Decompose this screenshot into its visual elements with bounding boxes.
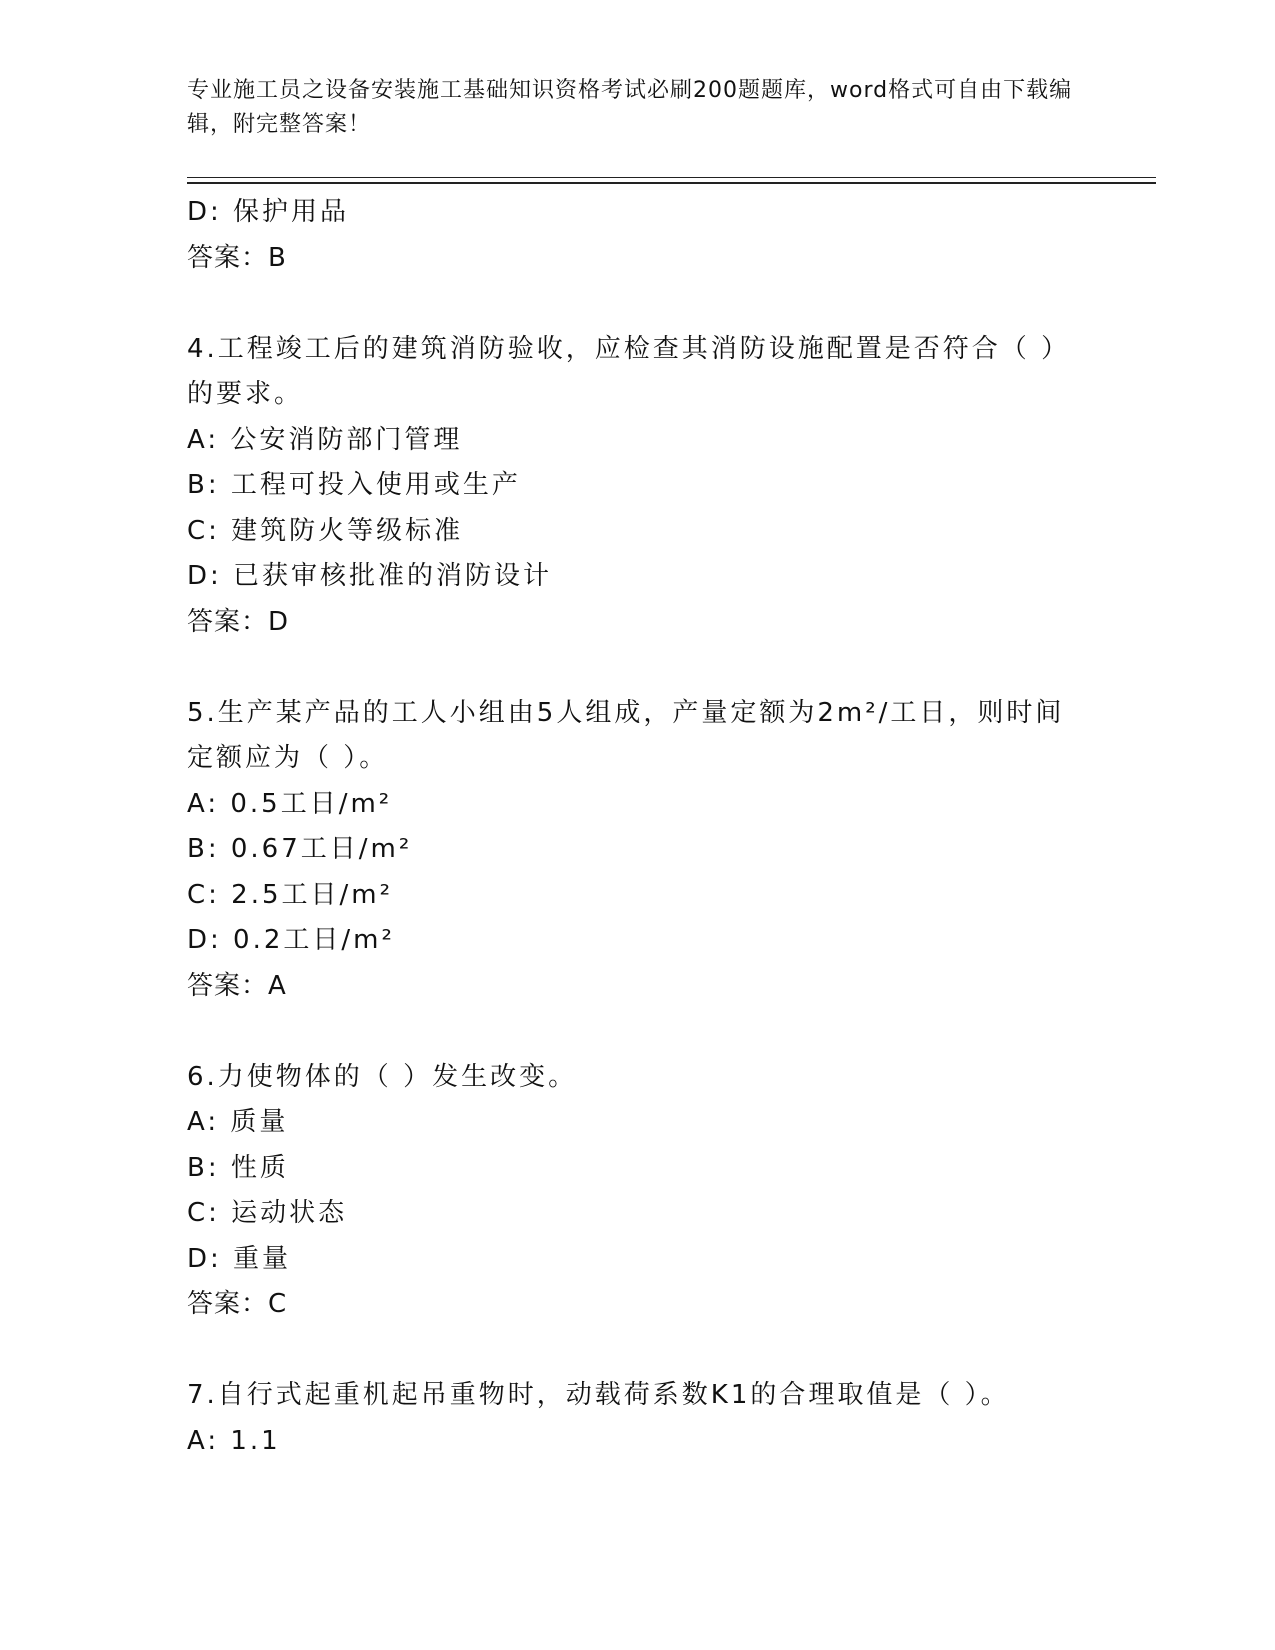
document-header: 专业施工员之设备安装施工基础知识资格考试必刷200题题库，word格式可自由下载编辑，附完整答案！ (187, 78, 1073, 137)
question-5-option-d: D: 0.2工日/m² (187, 925, 395, 955)
question-3-option-d: D: 保护用品 (187, 197, 350, 227)
question-6-option-b: B: 性质 (187, 1152, 289, 1183)
question-4-answer: 答案：D (187, 606, 290, 637)
question-5-stem: 5.生产某产品的工人小组由5人组成，产量定额为2m²/工日，则时间定额应为（ ）。 (187, 697, 1065, 773)
question-5-option-a: A: 0.5工日/m² (187, 788, 393, 819)
spacer (187, 281, 1087, 327)
question-5 (187, 691, 1087, 1010)
question-6 (187, 1055, 1087, 1328)
spacer (187, 1009, 1087, 1055)
question-4 (187, 327, 1087, 646)
question-5-option-c: C: 2.5工日/m² (187, 879, 394, 910)
question-6-option-c: C: 运动状态 (187, 1198, 348, 1228)
question-4-option-a: A: 公安消防部门管理 (187, 424, 463, 455)
question-7-stem: 7.自行式起重机起吊重物时，动载荷系数K1的合理取值是（ ）。 (187, 1380, 1010, 1410)
header-rule-thin (187, 177, 1156, 178)
question-4-option-c: C: 建筑防火等级标准 (187, 515, 464, 546)
question-4-option-b: B: 工程可投入使用或生产 (187, 470, 521, 500)
question-5-option-b: B: 0.67工日/m² (187, 834, 413, 864)
question-5-answer: 答案：A (187, 970, 287, 1001)
question-4-option-d: D: 已获审核批准的消防设计 (187, 561, 553, 591)
spacer (187, 1328, 1087, 1374)
question-4-stem: 4.工程竣工后的建筑消防验收，应检查其消防设施配置是否符合（ ）的要求。 (187, 333, 1071, 409)
question-7 (187, 1373, 1087, 1464)
spacer (187, 645, 1087, 691)
question-6-option-a: A: 质量 (187, 1107, 289, 1137)
question-3-answer: 答案：B (187, 242, 287, 273)
question-6-answer: 答案：C (187, 1289, 288, 1319)
question-6-option-d: D: 重量 (187, 1243, 292, 1274)
question-7-option-a: A: 1.1 (187, 1425, 281, 1456)
question-6-stem: 6.力使物体的（ ）发生改变。 (187, 1061, 578, 1092)
header-rule-thick (187, 182, 1156, 184)
question-list (187, 190, 1087, 1464)
